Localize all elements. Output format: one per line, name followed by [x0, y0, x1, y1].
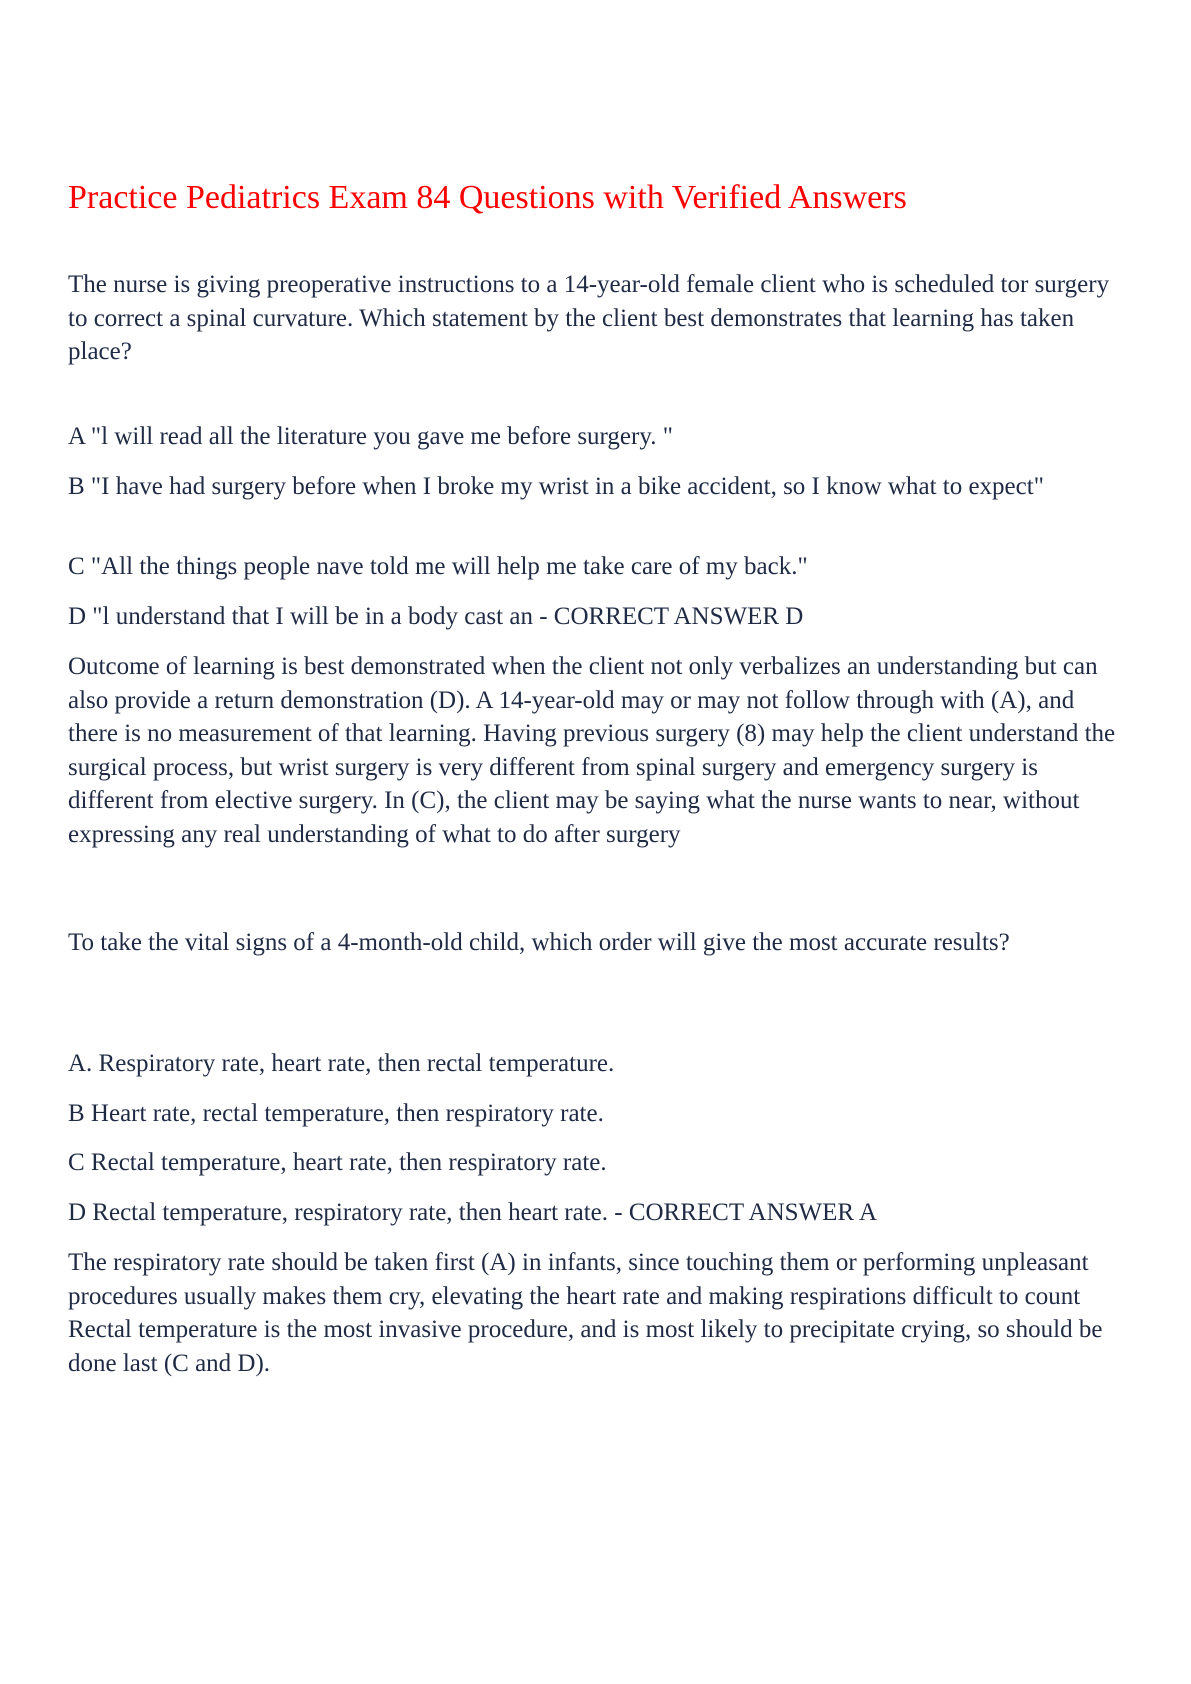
question-2-text: To take the vital signs of a 4-month-old child, which order will give the most accurate results?	[68, 929, 1010, 956]
question-2-option-a: A. Respiratory rate, heart rate, then rectal temperature.	[68, 1050, 615, 1077]
question-1-rationale: Outcome of learning is best demonstrated when the client not only verbalizes an understanding but can also provide a return demonstration (D). A 14-year-old may or may not follow through with (A), and there is no measurement of that learning. Having previous surgery (8) may help the client understand the surgical process, but wrist surgery is very different from spinal surgery and emergency surgery is different from elective surgery. In (C), the client may be saying what the nurse wants to near, without expressing any real understanding of what to do after surgery	[68, 653, 1116, 848]
question-2-rationale: The respiratory rate should be taken first (A) in infants, since touching them or performing unpleasant procedures usually makes them cry, elevating the heart rate and making respirations difficult to count Rectal temperature is the most invasive procedure, and is most likely to precipitate crying, so should be done last (C and D).	[68, 1249, 1103, 1377]
question-1-option-a: A "l will read all the literature you gave me before surgery. "	[68, 423, 673, 450]
question-1-text: The nurse is giving preoperative instructions to a 14-year-old female client who is scheduled tor surgery to correct a spinal curvature. Which statement by the client best demonstrates that learning has taken place?	[68, 271, 1110, 365]
question-2-option-d: D Rectal temperature, respiratory rate, then heart rate. - CORRECT ANSWER A	[68, 1199, 878, 1226]
question-1-option-d: D "l understand that I will be in a body cast an - CORRECT ANSWER D	[68, 603, 804, 630]
question-1-option-c: C "All the things people nave told me will help me take care of my back."	[68, 553, 808, 580]
document-title: Practice Pediatrics Exam 84 Questions with Verified Answers	[68, 179, 907, 216]
question-1-option-b: B "I have had surgery before when I broke my wrist in a bike accident, so I know what to expect"	[68, 473, 1044, 500]
question-2-option-b: B Heart rate, rectal temperature, then respiratory rate.	[68, 1100, 604, 1127]
question-2-option-c: C Rectal temperature, heart rate, then respiratory rate.	[68, 1149, 607, 1176]
